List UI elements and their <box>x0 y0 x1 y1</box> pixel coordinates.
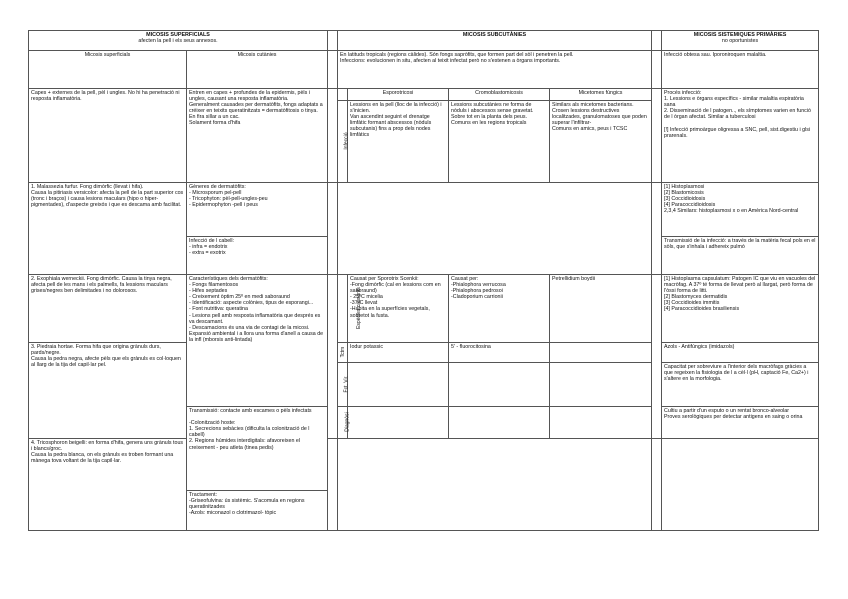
superficial-header <box>29 31 328 51</box>
systemic-blank-bottom <box>662 439 819 531</box>
spacer <box>652 51 662 89</box>
spacer <box>652 183 662 275</box>
spacer <box>652 31 662 51</box>
subcutaneous-blank-bottom <box>338 439 652 531</box>
systemic-intro: Infecció obtesa sau. Iporoniroquen malaltia. <box>662 51 819 89</box>
systemic-title: MICOSIS SISTEMIQUES PRIMÀRIES <box>693 32 787 38</box>
spacer <box>328 51 338 89</box>
superficial-tricosphoron: 4. Tricosphoron beigelli: en forma d'hifa, genera uns grànuls tous i blancs/groc. Causa la pedra blanca, on els grànuls es troben formant una mànega tova voltant de la tija capil·lar. <box>29 439 187 531</box>
superficial-malassezia: 1. Malassezia furfur. Fong dimòrfic (llevat i hifa). Causa la pitiriasis versicolor: afecta la pell de la part superior cos (tronc i braços) i causa lesions maculars (hipo o hiper-pigmentades), d'aspecte greixós i que es descama amb facilitat. <box>29 183 187 275</box>
subcutaneous-blank <box>338 183 652 275</box>
superficial-title: MICOSIS SUPERFICIALS <box>146 32 210 38</box>
col-cromoblastomicosis: Cromoblastomicosis <box>449 89 550 101</box>
systemic-subtitle: no oportunistes <box>721 38 759 45</box>
especies-cromoblastomicosis: Causat per: -Phialophora verrucosa -Phialophora pedrosoi -Cladoporium carrionii <box>449 275 550 343</box>
diagnosi-micetomes <box>550 407 652 439</box>
systemic-tractament: Azols - Antifúngics (imidazols) <box>662 343 819 363</box>
def-cutanies: Entren en capes + profundes de la epidermis, pèls i ungles, causant una resposta inflamatòria. Generalment causades per dermatòfits, fongs adaptats a créixer en teixits queratinitzats = dermatòfitosis o tinya. En fira sillar a un cac. Solament forma d'hifa <box>187 89 328 183</box>
cutanies-tractament: Tractament: -Griseofulvina: ús sistèmic. S'acomula en regions queratinitzades -Azols: miconazol o clotrimazol- tòpic <box>187 491 328 531</box>
infeccio-micetomes: Similars als micetomes bacterians. Crosen lessions destructives localitzades, granulomatoses que poden superar l'infiltrar- Comuns en amics, peus i TCSC <box>550 101 652 183</box>
cutanies-cabell: Infecció de l cabell: - infra = endotrix - extra = exotrix <box>187 237 328 275</box>
especies-esporotricosi: Causat per Sporotrix Scenkii: -Fong dimòrfic (cal en lessions com en saboraund) - 25ºC micelia -37ºC llevat -Habita en la superfícies vegetals, sobretot la fusta. <box>348 275 449 343</box>
systemic-transmissio: Transmissió de la infecció: a través de la matèria fecal pols en el sòls, que s'inhala i adhereix pulmó <box>662 237 819 275</box>
systemic-header <box>662 31 819 51</box>
fct-esporotricosi <box>348 363 449 407</box>
spacer <box>652 89 662 183</box>
spacer <box>652 439 662 531</box>
diagnosi-esporotricosi <box>348 407 449 439</box>
col-micetomes: Micetomes fúngics <box>550 89 652 101</box>
col-cutanies: Micosis cutànies <box>187 51 328 89</box>
subcutaneous-title: MICOSIS SUBCUTÀNIES <box>338 31 652 51</box>
tractament-esporotricosi: Iodur potassic <box>348 343 449 363</box>
systemic-especies: [1] Histoplasma capsulatum: Patogen IC que viu en vacuoles del macròfag. A 37º té forma de llevat però al llargat, però forma de l'òssi forma de litti. [2] Blastomyces dermatidis [3] Coccidioides immitis [4] Paracoccidioides brasiliensis <box>662 275 819 343</box>
spacer <box>328 439 338 531</box>
especies-micetomes: Petrellidium boydii <box>550 275 652 343</box>
spacer <box>328 183 338 275</box>
label-diagnosi: Diagnòsi <box>338 407 348 439</box>
spacer <box>652 275 662 439</box>
diagnosi-cromoblastomicosis <box>449 407 550 439</box>
infeccio-esporotricosi: Lessions en la pell (lloc de la infecció) i s'inicien. Van ascendint seguint el drenatge limfàtic formant abscessos (nòduls subcutanis) fins a prop dels nodes limfàtics <box>348 101 449 183</box>
fct-cromoblastomicosis <box>449 363 550 407</box>
cutanies-caracteristiques: Característiques dels dermatòfits: - Fongs filamentosos - Hifes septades - Creixement òptim 25º en medi saboraund - Identificació: aspecte colònies, tipus de esporangi... - Font nutritiva: queratina - Lesions pell amb resposta inflamatòria que després es va descamant. - Descamacions és una via de contagi de la micosi. Expansió ambiental i a llora una forma d'anell a causa de la infl (mborsis anti-lintada) <box>187 275 328 407</box>
spacer <box>328 31 338 51</box>
infeccio-cromoblastomicosis: Lessions subcutànies ne forma de nòduls i abscessos sense gravetat. Sobre tot en la planta dels peus. Comuns en les regions tropicals <box>449 101 550 183</box>
superficial-subtitle: afecten la pell i els seus annexos. <box>138 38 218 45</box>
spacer <box>338 89 348 101</box>
micosis-table <box>28 30 819 531</box>
label-tractament: Tctm <box>338 343 348 363</box>
document-page <box>28 30 818 520</box>
systemic-diagnosi: Cultiu a partir d'un esputo o un rentat bronco-alveolar Proves serològiques per detectar antigens en saing o orina <box>662 407 819 439</box>
spacer <box>328 275 338 439</box>
tractament-micetomes <box>550 343 652 363</box>
label-especies: Espècies causants <box>338 275 348 343</box>
label-factors-virulencia: Fct. Vir. <box>338 363 348 407</box>
col-esporotricosi: Esporotricosi <box>348 89 449 101</box>
superficial-exophiala: 2. Exophiala werneckii. Fong dimòrfic. Causa la tinya negra, afecta pell de les mans i els palmells, fa lessions maculars grises/negres ben delimitades i no dolorosos. <box>29 275 187 343</box>
cutanies-generes: Gèneres de dermatòfits: - Microsporum pel-pell - Tricophyton: pèl-pell-ungles-peu - Epidermophyton -pell i peus <box>187 183 328 237</box>
systemic-factors: Capacitat per sobreviure a l'interior dels macròfags gràcies a que regeixen la fisiologia de l a cèl·l (pH, captació Fe, Ca2+) i s'altere en la morfologia. <box>662 363 819 407</box>
superficial-piedraia: 3. Piedraia hortae. Forma hifa que origina grànuls durs, pards/negre. Causa la pedra negra, afecte pèls que els grànuls es col·loquen al llarg de la tija del capil·lar pel. <box>29 343 187 439</box>
cutanies-transmissio: Transmissió: contacte amb escames o pèls infectats -Colonització hoste: 1. Secrecions sebàcies (dificulta la colonització de l cabell) 2. Regions húmides interdigitals: afavoreixen el creixement - peu atleta (tinea pedis) <box>187 407 328 491</box>
col-superficial: Micosis superficials <box>29 51 187 89</box>
tractament-cromoblastomicosis: 5' - fluorocitosina <box>449 343 550 363</box>
subcutaneous-intro: En latituds tropicals (regions càlides). Són fongs sapròfits, que formen part del sòl i penetren la pell. Infeccions: evolucionen in situ, afecten al teixit infectat però no s'estenen a òrgans importants. <box>338 51 652 89</box>
label-infeccio: Infecció <box>338 101 348 183</box>
fct-micetomes <box>550 363 652 407</box>
def-superficial: Capes + externes de la pell, pèl i ungles. No hi ha penetració ni resposta inflamatòria. <box>29 89 187 183</box>
systemic-llista: [1] Histoplasmosi [2] Blastomicosis [3] Coccidioidosis [4] Paracoccidioidosis 2,3,4 Similars: histoplasmosi x o en Amèrica Nord-central <box>662 183 819 237</box>
spacer <box>328 89 338 183</box>
systemic-infeccio: Procés infecció: 1. Lessions e òrgans específics - similar malaltia espiratòria sana 2. Disseminació de l patogen.., els símptomes varien en funció de l òrgan afectat. Similar a tuberculosi [!] Infecció primoàrgue oligressa a SNC, pell, sist.digestiu i glsi prarenals. <box>662 89 819 183</box>
